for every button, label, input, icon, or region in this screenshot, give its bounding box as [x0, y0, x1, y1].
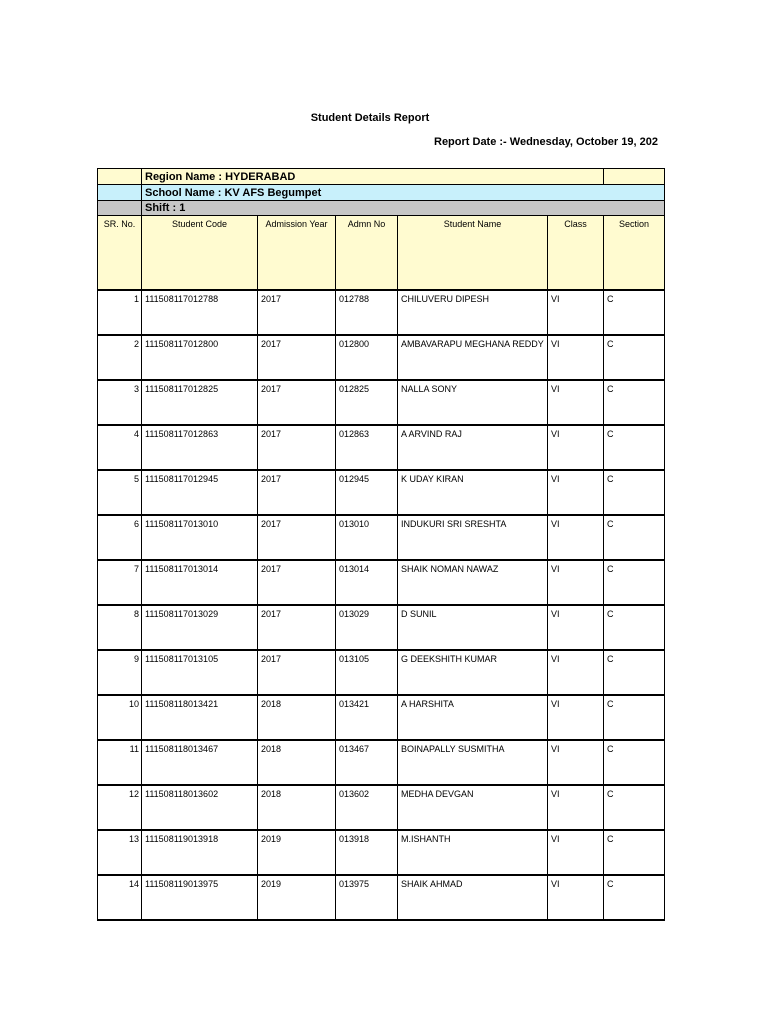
admn-no-cell: 013014	[336, 560, 398, 605]
sr-cell: 3	[98, 380, 142, 425]
sr-cell: 13	[98, 830, 142, 875]
section-cell: C	[604, 830, 665, 875]
report-date: Report Date :- Wednesday, October 19, 202	[434, 136, 658, 148]
student-code-cell: 111508119013918	[142, 830, 258, 875]
col-header-class: Class	[548, 216, 604, 291]
admission-year-cell: 2017	[258, 425, 336, 470]
admission-year-cell: 2019	[258, 875, 336, 920]
class-cell: VI	[548, 695, 604, 740]
admn-no-cell: 012800	[336, 335, 398, 380]
class-cell: VI	[548, 290, 604, 335]
section-cell: C	[604, 515, 665, 560]
student-name-cell: BOINAPALLY SUSMITHA	[398, 740, 548, 785]
section-cell: C	[604, 695, 665, 740]
sr-cell: 14	[98, 875, 142, 920]
admission-year-cell: 2017	[258, 560, 336, 605]
student-code-cell: 111508117013010	[142, 515, 258, 560]
student-name-cell: M.ISHANTH	[398, 830, 548, 875]
admission-year-cell: 2017	[258, 515, 336, 560]
sr-cell: 9	[98, 650, 142, 695]
student-name-cell: CHILUVERU DIPESH	[398, 290, 548, 335]
student-code-cell: 111508118013602	[142, 785, 258, 830]
shift-row	[98, 201, 665, 216]
section-cell: C	[604, 470, 665, 515]
student-code-cell: 111508117013014	[142, 560, 258, 605]
sr-cell: 11	[98, 740, 142, 785]
admn-no-cell: 013105	[336, 650, 398, 695]
col-header-student-name: Student Name	[398, 216, 548, 291]
student-name-cell: D SUNIL	[398, 605, 548, 650]
class-cell: VI	[548, 470, 604, 515]
sr-cell: 8	[98, 605, 142, 650]
section-cell: C	[604, 380, 665, 425]
student-name-cell: G DEEKSHITH KUMAR	[398, 650, 548, 695]
admn-no-cell: 012863	[336, 425, 398, 470]
table-row	[98, 335, 665, 380]
admn-no-cell: 013010	[336, 515, 398, 560]
section-cell: C	[604, 560, 665, 605]
class-cell: VI	[548, 785, 604, 830]
sr-cell: 6	[98, 515, 142, 560]
admission-year-cell: 2017	[258, 380, 336, 425]
admn-no-cell: 013975	[336, 875, 398, 920]
sr-cell: 12	[98, 785, 142, 830]
col-header-sr: SR. No.	[98, 216, 142, 291]
section-cell: C	[604, 605, 665, 650]
admission-year-cell: 2017	[258, 605, 336, 650]
shift-label: Shift : 1	[142, 201, 665, 216]
table-row	[98, 785, 665, 830]
region-name: Region Name : HYDERABAD	[142, 169, 604, 185]
student-code-cell: 111508117012788	[142, 290, 258, 335]
student-name-cell: SHAIK NOMAN NAWAZ	[398, 560, 548, 605]
student-code-cell: 111508117012800	[142, 335, 258, 380]
class-cell: VI	[548, 830, 604, 875]
column-header-row	[98, 216, 665, 291]
admn-no-cell: 012945	[336, 470, 398, 515]
admission-year-cell: 2018	[258, 785, 336, 830]
table-row	[98, 740, 665, 785]
student-name-cell: INDUKURI SRI SRESHTA	[398, 515, 548, 560]
student-name-cell: NALLA SONY	[398, 380, 548, 425]
class-cell: VI	[548, 425, 604, 470]
table-row	[98, 290, 665, 335]
student-name-cell: SHAIK AHMAD	[398, 875, 548, 920]
student-table	[97, 168, 665, 921]
section-cell: C	[604, 335, 665, 380]
student-name-cell: A ARVIND RAJ	[398, 425, 548, 470]
table-row	[98, 875, 665, 920]
col-header-admission-year: Admission Year	[258, 216, 336, 291]
student-code-cell: 111508117012863	[142, 425, 258, 470]
table-row	[98, 380, 665, 425]
admn-no-cell: 013029	[336, 605, 398, 650]
sr-cell: 10	[98, 695, 142, 740]
admission-year-cell: 2018	[258, 695, 336, 740]
school-name: School Name : KV AFS Begumpet	[142, 185, 665, 201]
student-code-cell: 111508117012825	[142, 380, 258, 425]
region-row	[98, 169, 665, 185]
class-cell: VI	[548, 650, 604, 695]
student-name-cell: K UDAY KIRAN	[398, 470, 548, 515]
class-cell: VI	[548, 740, 604, 785]
table-row	[98, 650, 665, 695]
admission-year-cell: 2018	[258, 740, 336, 785]
admission-year-cell: 2017	[258, 335, 336, 380]
admn-no-cell: 012825	[336, 380, 398, 425]
sr-cell: 5	[98, 470, 142, 515]
student-code-cell: 111508119013975	[142, 875, 258, 920]
class-cell: VI	[548, 605, 604, 650]
class-cell: VI	[548, 380, 604, 425]
school-row	[98, 185, 665, 201]
sr-cell: 4	[98, 425, 142, 470]
admn-no-cell: 013918	[336, 830, 398, 875]
admn-no-cell: 013467	[336, 740, 398, 785]
class-cell: VI	[548, 875, 604, 920]
table-row	[98, 830, 665, 875]
class-cell: VI	[548, 515, 604, 560]
table-row	[98, 695, 665, 740]
admission-year-cell: 2017	[258, 470, 336, 515]
col-header-student-code: Student Code	[142, 216, 258, 291]
student-name-cell: MEDHA DEVGAN	[398, 785, 548, 830]
section-cell: C	[604, 740, 665, 785]
admn-no-cell: 013421	[336, 695, 398, 740]
section-cell: C	[604, 290, 665, 335]
admn-no-cell: 013602	[336, 785, 398, 830]
table-row	[98, 425, 665, 470]
col-header-admn-no: Admn No	[336, 216, 398, 291]
section-cell: C	[604, 425, 665, 470]
col-header-section: Section	[604, 216, 665, 291]
report-title: Student Details Report	[310, 112, 430, 124]
student-code-cell: 111508118013467	[142, 740, 258, 785]
student-code-cell: 111508117012945	[142, 470, 258, 515]
student-code-cell: 111508117013105	[142, 650, 258, 695]
sr-cell: 2	[98, 335, 142, 380]
admn-no-cell: 012788	[336, 290, 398, 335]
student-name-cell: A HARSHITA	[398, 695, 548, 740]
section-cell: C	[604, 650, 665, 695]
sr-cell: 1	[98, 290, 142, 335]
section-cell: C	[604, 875, 665, 920]
class-cell: VI	[548, 335, 604, 380]
student-code-cell: 111508117013029	[142, 605, 258, 650]
table-row	[98, 515, 665, 560]
table-row	[98, 470, 665, 515]
section-cell: C	[604, 785, 665, 830]
admission-year-cell: 2019	[258, 830, 336, 875]
class-cell: VI	[548, 560, 604, 605]
table-row	[98, 605, 665, 650]
admission-year-cell: 2017	[258, 650, 336, 695]
admission-year-cell: 2017	[258, 290, 336, 335]
student-name-cell: AMBAVARAPU MEGHANA REDDY	[398, 335, 548, 380]
sr-cell: 7	[98, 560, 142, 605]
table-row	[98, 560, 665, 605]
student-code-cell: 111508118013421	[142, 695, 258, 740]
